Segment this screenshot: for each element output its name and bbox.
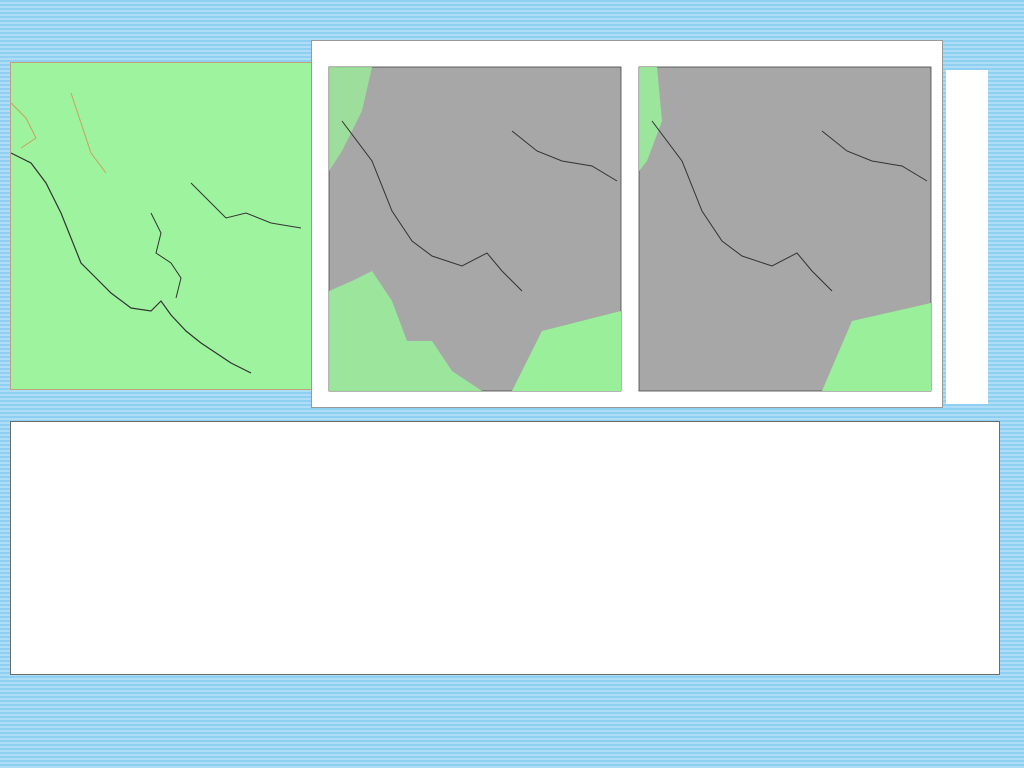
- model-maps-image: [312, 41, 942, 407]
- satellite-map-panel: [10, 62, 312, 390]
- model-maps-panel: [311, 40, 943, 408]
- satellite-map-image: [11, 63, 311, 389]
- description-text: [10, 421, 1000, 675]
- colorbar-scale: [946, 70, 988, 404]
- colorbar: [946, 70, 988, 404]
